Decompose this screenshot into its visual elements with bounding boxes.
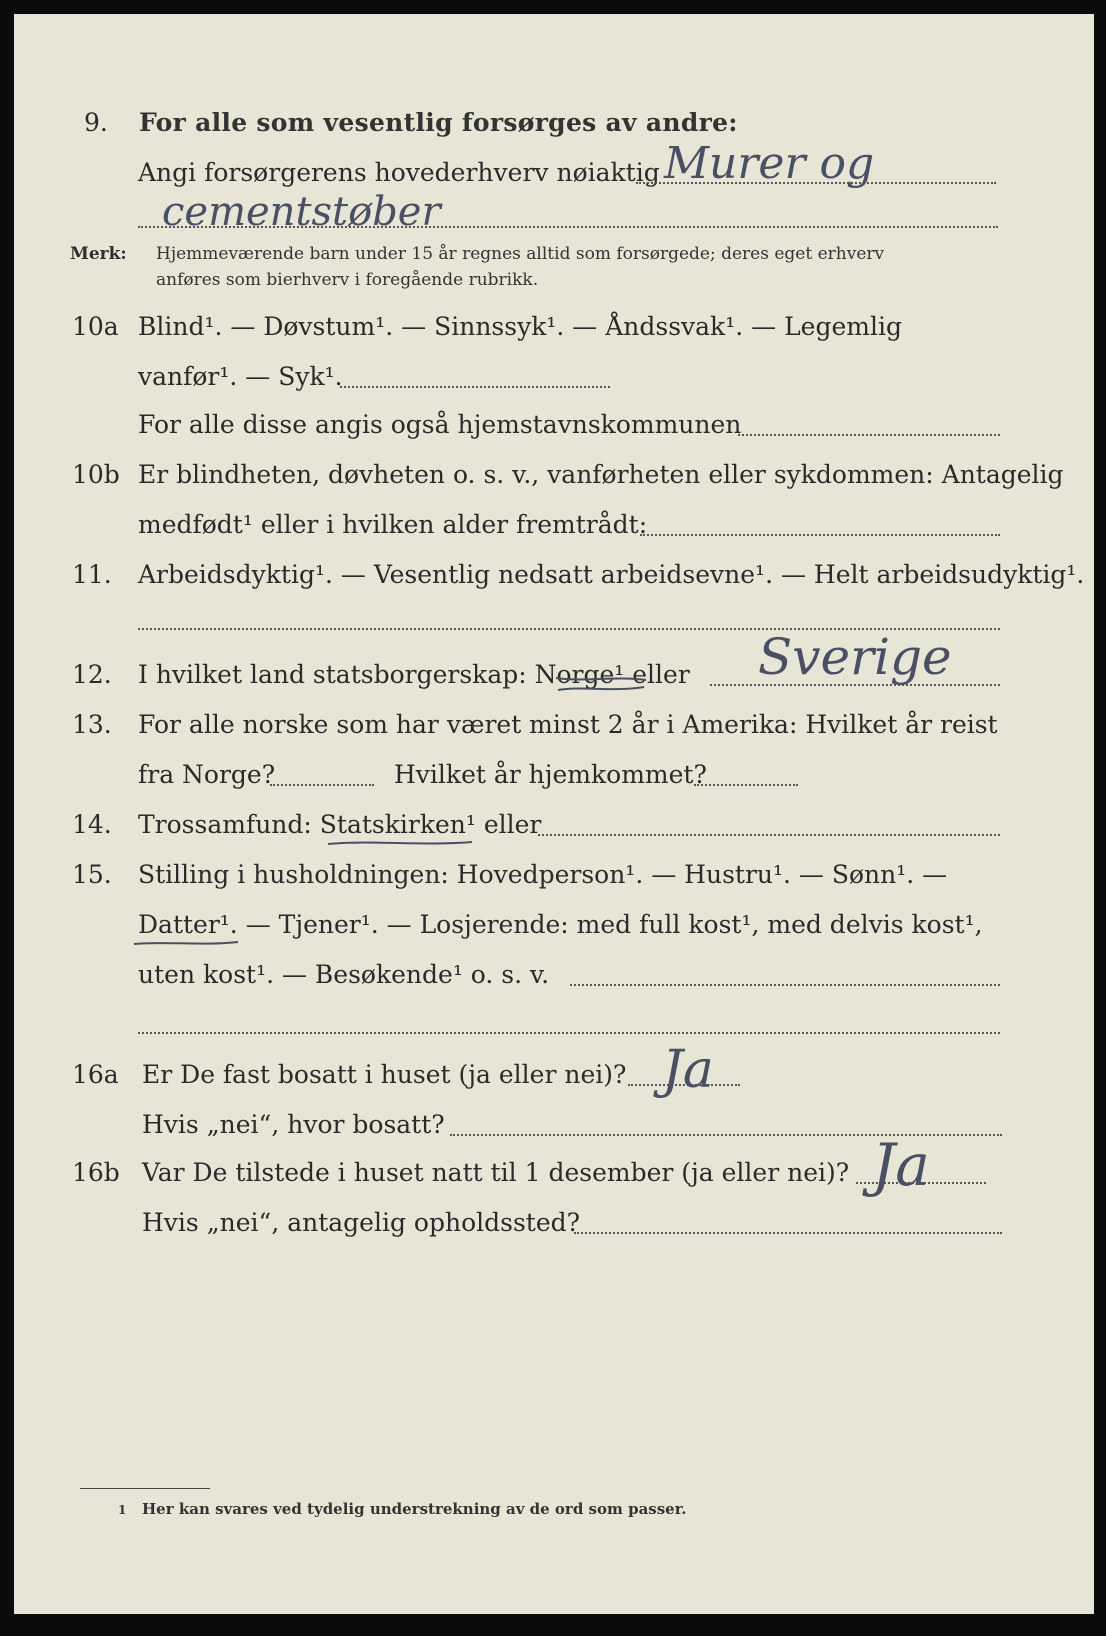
q10a-line-1: Blind¹. — Døvstum¹. — Sinnssyk¹. — Åndssvak¹. — Legemlig [138, 312, 902, 341]
census-form-page [14, 14, 1094, 1614]
q12-handwritten-answer: Sverige [758, 628, 952, 686]
q10b-number: 10b [72, 460, 120, 489]
q9-handwritten-answer-1: Murer og [664, 138, 875, 189]
q13-line-2b: Hvilket år hjemkommet? [394, 760, 707, 789]
q10a-number: 10a [72, 312, 119, 341]
footnote-text: Her kan svares ved tydelig understrekning av de ord som passer. [142, 1500, 687, 1518]
q13-reist-line [270, 784, 374, 786]
q10a-hjemstavn-line [738, 434, 1000, 436]
q14-answer-line [538, 834, 1000, 836]
q9-prompt: Angi forsørgerens hovederhverv nøiaktig [138, 158, 660, 187]
q11-number: 11. [72, 560, 112, 589]
q13-line-1: For alle norske som har været minst 2 år i Amerika: Hvilket år reist [138, 710, 998, 739]
merk-label: Merk: [70, 244, 127, 264]
footnote-rule [80, 1488, 210, 1489]
q10b-line-1: Er blindheten, døvheten o. s. v., vanførheten eller sykdommen: Antagelig [138, 460, 1064, 489]
q15-line-2: Datter¹. — Tjener¹. — Losjerende: med full kost¹, med delvis kost¹, [138, 910, 983, 939]
footnote-mark: 1 [118, 1503, 127, 1517]
q14-number: 14. [72, 810, 112, 839]
merk-line-1: Hjemmeværende barn under 15 år regnes alltid som forsørgede; deres eget erhverv [156, 244, 885, 264]
q13-line-2a: fra Norge? [138, 760, 276, 789]
q9-heading: For alle som vesentlig forsørges av andre: [139, 108, 738, 137]
q15-line-3: uten kost¹. — Besøkende¹ o. s. v. [138, 960, 550, 989]
q10a-syk-line [340, 386, 610, 388]
q14-line-1: Trossamfund: Statskirken¹ eller [138, 810, 542, 839]
q12-line-1: I hvilket land statsborgerskap: Norge¹ eller [138, 660, 690, 689]
q10b-line-2: medfødt¹ eller i hvilken alder fremtrådt: [138, 510, 648, 539]
q16b-handwritten-answer: Ja [872, 1131, 930, 1199]
q16b-line-2: Hvis „nei“, antagelig opholdssted? [142, 1208, 581, 1237]
q16b-line-1: Var De tilstede i huset natt til 1 desember (ja eller nei)? [142, 1158, 850, 1187]
q15-line-1: Stilling i husholdningen: Hovedperson¹. — Hustru¹. — Sønn¹. — [138, 860, 948, 889]
q16a-handwritten-answer: Ja [662, 1040, 714, 1100]
q11-line-1: Arbeidsdyktig¹. — Vesentlig nedsatt arbeidsevne¹. — Helt arbeidsudyktig¹. [138, 560, 1085, 589]
q10b-answer-line [640, 534, 1000, 536]
q10a-line-3: For alle disse angis også hjemstavnskommunen [138, 410, 742, 439]
q16a-line-1: Er De fast bosatt i huset (ja eller nei)? [142, 1060, 627, 1089]
q16a-number: 16a [72, 1060, 119, 1089]
q9-handwritten-answer-2: cementstøber [162, 189, 441, 235]
q10a-line-2: vanfør¹. — Syk¹. [138, 362, 343, 391]
q13-number: 13. [72, 710, 112, 739]
merk-line-2: anføres som bierhverv i foregående rubrikk. [156, 270, 539, 290]
q16b-opholdssted-line [574, 1232, 1002, 1234]
q15-answer-line-2 [138, 1032, 1000, 1034]
q14-statskirken-underline [326, 836, 476, 850]
q12-norge-strikeout [554, 674, 650, 696]
q15-number: 15. [72, 860, 112, 889]
q12-number: 12. [72, 660, 112, 689]
q15-datter-underline [132, 936, 242, 950]
q16b-number: 16b [72, 1158, 120, 1187]
q16a-line-2: Hvis „nei“, hvor bosatt? [142, 1110, 445, 1139]
q9-number: 9. [84, 108, 108, 137]
q13-hjemkommet-line [694, 784, 798, 786]
q15-answer-line-1 [570, 984, 1000, 986]
